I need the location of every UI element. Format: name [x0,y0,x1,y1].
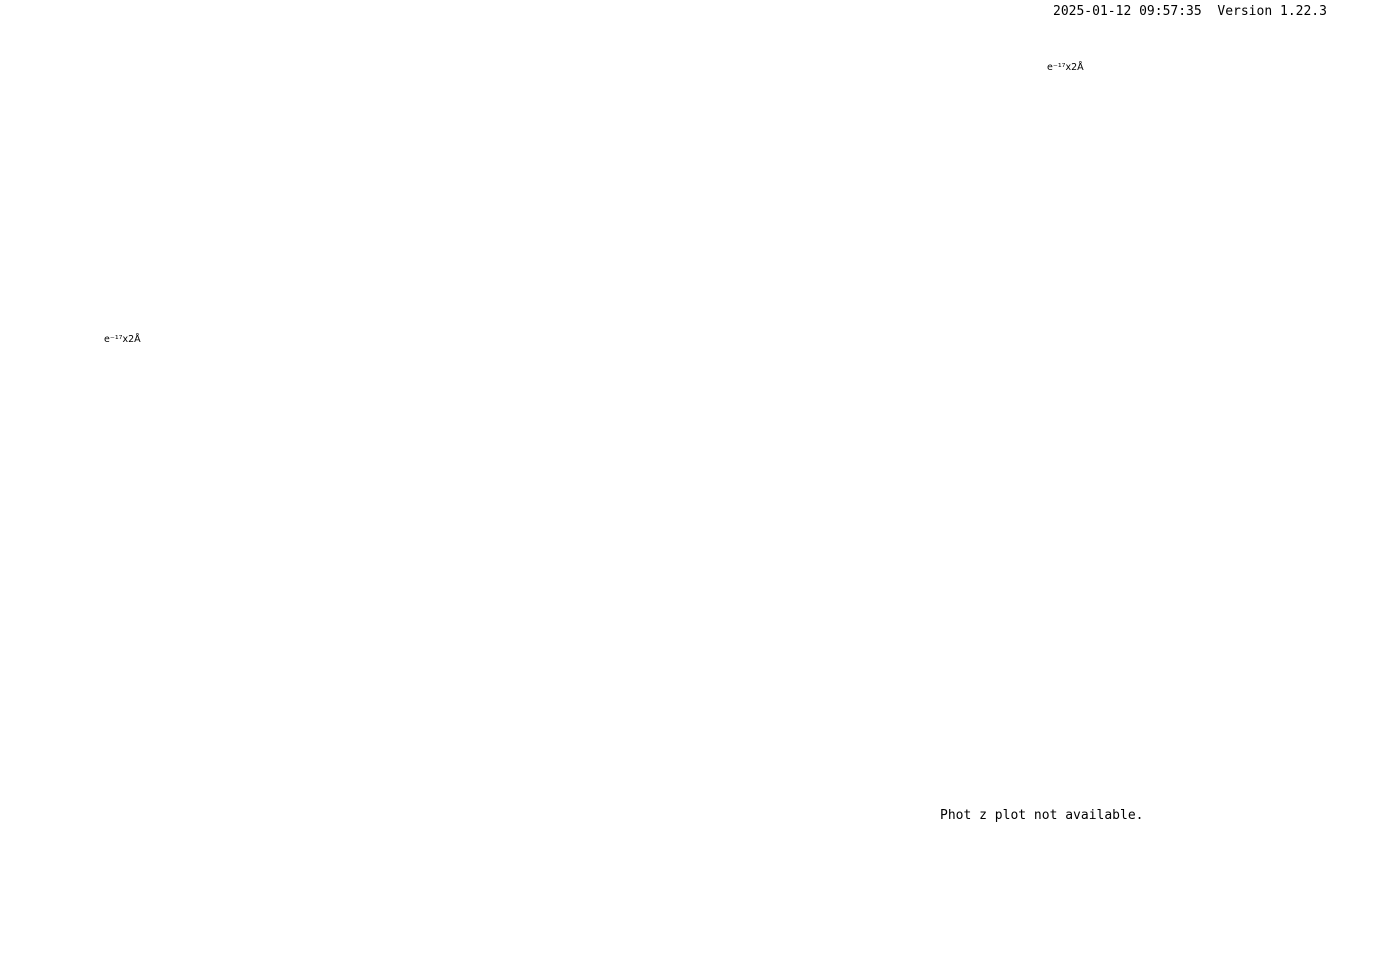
report-datetime: 2025-01-12 09:57:35 [1053,4,1202,19]
photz-note: Phot z plot not available. [940,808,1144,823]
full-spectrum-plot [90,330,1330,460]
report-version: Version 1.22.3 [1217,4,1327,19]
header-datetime [1053,4,1327,19]
spectrum-unit-label: e⁻¹⁷x2Å [104,334,141,345]
zoom-plot-unit-label: e⁻¹⁷x2Å [1047,62,1084,73]
spacer [1202,4,1218,19]
